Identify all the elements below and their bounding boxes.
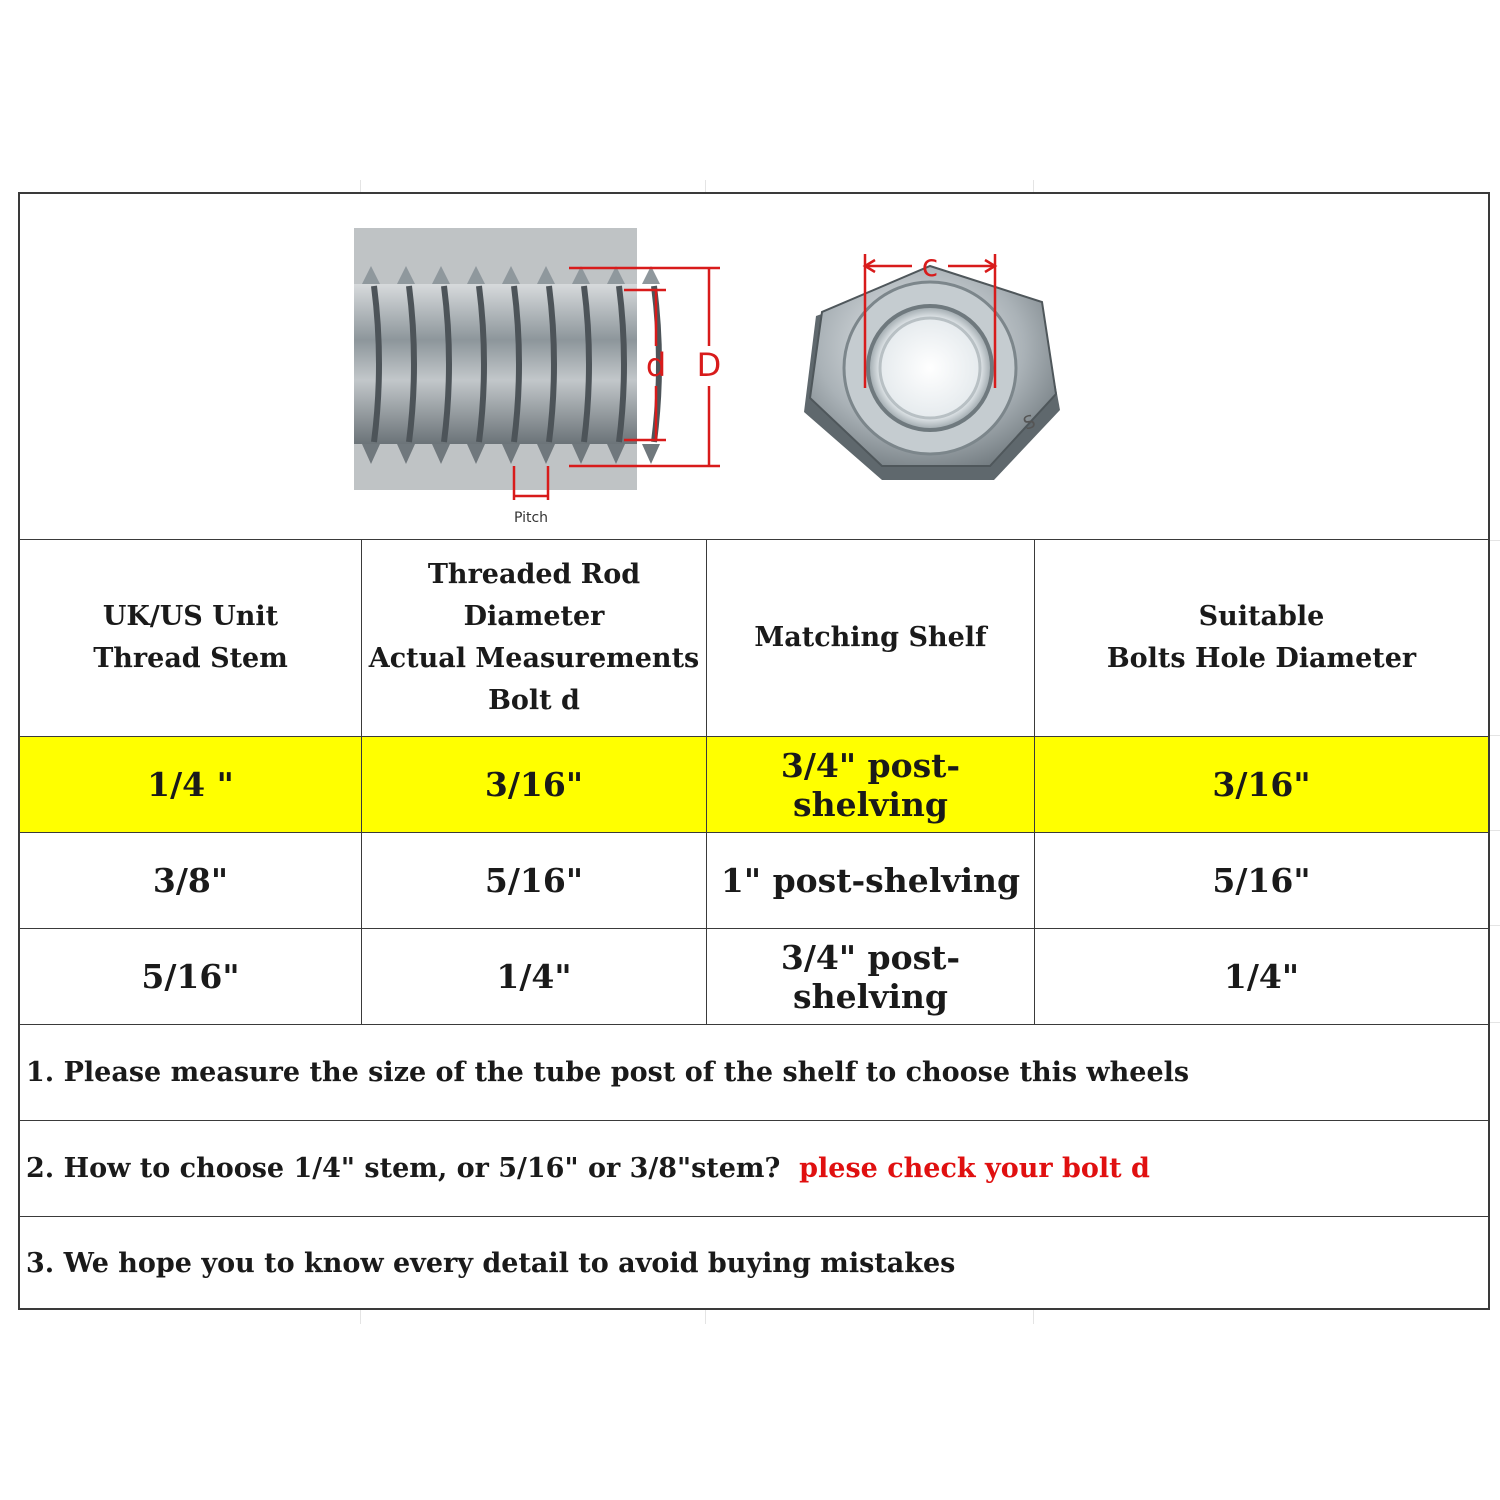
c-label: c	[921, 249, 939, 284]
table-row	[20, 737, 1488, 833]
header-hole-diameter: Suitable Bolts Hole Diameter	[1034, 540, 1488, 736]
gridline	[360, 1310, 361, 1324]
note-avoid-mistakes: 3. We hope you to know every detail to avoid buying mistakes	[26, 1248, 956, 1279]
table-row	[20, 929, 1488, 1025]
gridline	[1490, 925, 1500, 926]
rod-body	[354, 266, 660, 464]
note-row-2	[20, 1121, 1488, 1217]
header-matching-shelf: Matching Shelf	[706, 540, 1034, 736]
cell-matching-shelf: 3/4" post-shelving	[706, 929, 1034, 1024]
table-row	[20, 833, 1488, 929]
table-header-row	[20, 540, 1488, 737]
cell-thread-stem: 1/4 "	[147, 765, 234, 804]
header-rod-diameter: Threaded Rod Diameter Actual Measurements Bolt d	[361, 540, 706, 736]
note-measure-tube: 1. Please measure the size of the tube post of the shelf to choose this wheels	[26, 1057, 1190, 1088]
cell-matching-shelf: 3/4" post-shelving	[706, 737, 1034, 832]
cell-hole-diameter: 3/16"	[1034, 737, 1488, 832]
cell-thread-stem: 5/16"	[141, 957, 240, 996]
gridline	[1490, 735, 1500, 736]
cell-rod-diameter: 1/4"	[361, 929, 706, 1024]
header-thread-stem: UK/US Unit Thread Stem	[93, 601, 288, 674]
cell-rod-diameter: 5/16"	[361, 833, 706, 928]
pitch-label: Pitch	[513, 510, 549, 526]
gridline	[705, 1310, 706, 1324]
gridline	[1490, 830, 1500, 831]
hex-nut-diagram	[780, 240, 1080, 540]
nut-mark: S	[1020, 411, 1039, 435]
cell-rod-diameter: 3/16"	[361, 737, 706, 832]
note-row-3	[20, 1217, 1488, 1310]
note-check-bolt-warning: plese check your bolt d	[799, 1153, 1150, 1184]
d-label: d	[645, 346, 667, 384]
note-choose-stem-text: 2. How to choose 1/4" stem, or 5/16" or 3/8"stem?	[26, 1153, 800, 1184]
note-row-1	[20, 1025, 1488, 1121]
cell-hole-diameter: 5/16"	[1034, 833, 1488, 928]
D-label: D	[696, 346, 722, 384]
gridline	[1033, 1310, 1034, 1324]
size-chart-sheet	[18, 192, 1490, 1310]
gridline	[1490, 1022, 1500, 1023]
gridline	[1490, 540, 1500, 541]
cell-hole-diameter: 1/4"	[1034, 929, 1488, 1024]
threaded-rod-diagram	[354, 228, 734, 528]
diagram-row	[20, 194, 1488, 540]
cell-thread-stem: 3/8"	[152, 861, 229, 900]
note-choose-stem	[20, 1121, 1488, 1216]
nut-hole	[868, 306, 992, 430]
cell-matching-shelf: 1" post-shelving	[706, 833, 1034, 928]
